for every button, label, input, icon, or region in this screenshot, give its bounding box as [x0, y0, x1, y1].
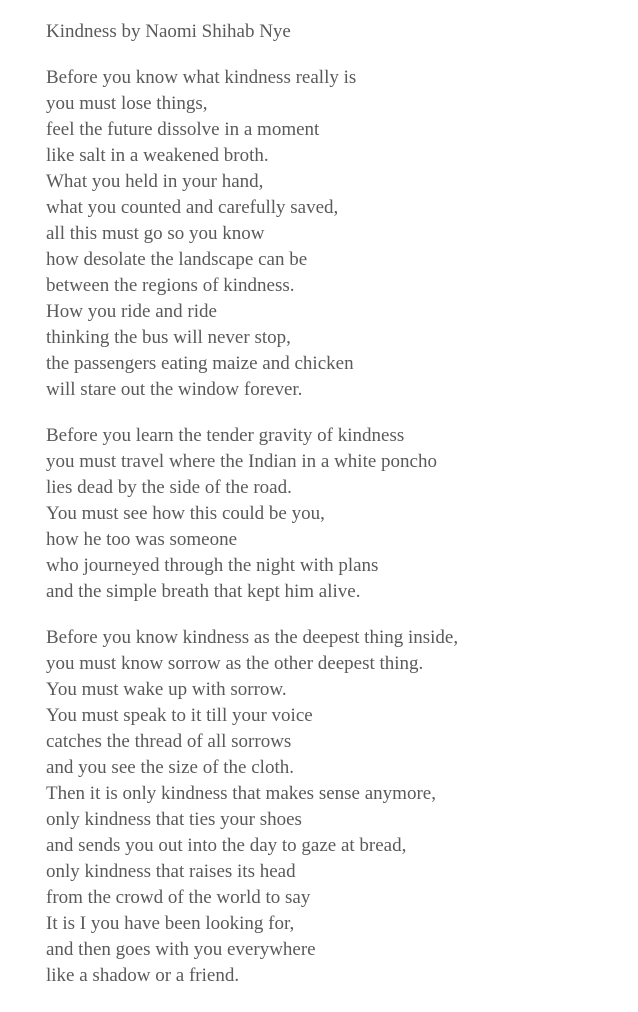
poem-line: you must know sorrow as the other deepest thing.: [46, 653, 424, 674]
poem-line: It is I you have been looking for,: [46, 913, 295, 934]
poem-line: Before you know kindness as the deepest thing inside,: [46, 627, 459, 648]
poem-line: Before you know what kindness really is: [46, 67, 357, 88]
poem-line: What you held in your hand,: [46, 171, 264, 192]
poem-line: like salt in a weakened broth.: [46, 145, 269, 166]
poem-line: how he too was someone: [46, 529, 238, 550]
poem-line: between the regions of kindness.: [46, 275, 295, 296]
poem-line: You must wake up with sorrow.: [46, 679, 287, 700]
poem-page: [46, 19, 626, 1009]
poem-line: what you counted and carefully saved,: [46, 197, 339, 218]
poem-line: Before you learn the tender gravity of kindness: [46, 425, 405, 446]
poem-line: Then it is only kindness that makes sense anymore,: [46, 783, 436, 804]
poem-line: and the simple breath that kept him alive.: [46, 581, 361, 602]
poem-line: will stare out the window forever.: [46, 379, 303, 400]
poem-line: all this must go so you know: [46, 223, 265, 244]
stanza-1: [46, 65, 626, 403]
poem-line: you must lose things,: [46, 93, 208, 114]
poem-line: who journeyed through the night with plans: [46, 555, 379, 576]
poem-line: only kindness that ties your shoes: [46, 809, 302, 830]
poem-line: how desolate the landscape can be: [46, 249, 308, 270]
poem-line: like a shadow or a friend.: [46, 965, 240, 986]
poem-line: How you ride and ride: [46, 301, 217, 322]
poem-line: thinking the bus will never stop,: [46, 327, 291, 348]
poem-line: catches the thread of all sorrows: [46, 731, 292, 752]
poem-line: the passengers eating maize and chicken: [46, 353, 354, 374]
poem-line: and then goes with you everywhere: [46, 939, 316, 960]
poem-line: and you see the size of the cloth.: [46, 757, 294, 778]
poem-line: and sends you out into the day to gaze at bread,: [46, 835, 407, 856]
poem-title: Kindness by Naomi Shihab Nye: [46, 21, 291, 42]
stanza-3: [46, 625, 626, 989]
poem-line: You must speak to it till your voice: [46, 705, 313, 726]
stanza-2: [46, 423, 626, 605]
poem-line: you must travel where the Indian in a white poncho: [46, 451, 437, 472]
poem-line: from the crowd of the world to say: [46, 887, 311, 908]
poem-line: only kindness that raises its head: [46, 861, 296, 882]
poem-line: lies dead by the side of the road.: [46, 477, 292, 498]
poem-line: You must see how this could be you,: [46, 503, 325, 524]
poem-line: feel the future dissolve in a moment: [46, 119, 320, 140]
